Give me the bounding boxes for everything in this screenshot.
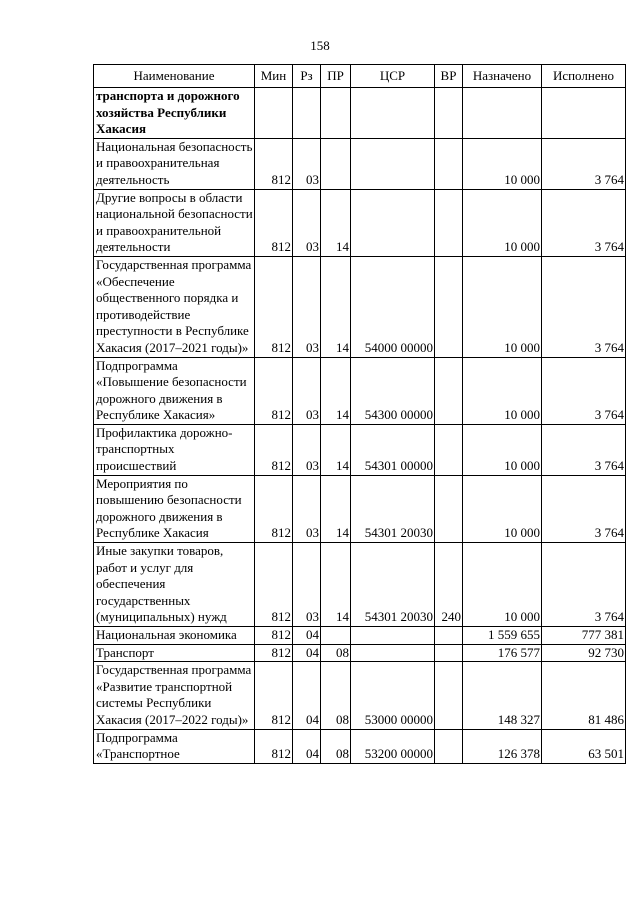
cell-pr: 14 [321,543,351,627]
cell-vr [435,627,463,645]
cell-pr: 08 [321,662,351,729]
cell-csr: 54301 20030 [351,475,435,542]
cell-rz: 04 [293,627,321,645]
cell-assigned: 10 000 [463,256,542,357]
cell-executed: 3 764 [542,475,626,542]
table-row [94,475,626,542]
cell-executed: 777 381 [542,627,626,645]
cell-vr [435,644,463,662]
cell-pr [321,138,351,189]
header-csr: ЦСР [351,65,435,88]
cell-min: 812 [255,138,293,189]
cell-assigned: 1 559 655 [463,627,542,645]
table-body [94,88,626,764]
cell-pr: 14 [321,357,351,424]
cell-executed: 63 501 [542,729,626,763]
cell-vr [435,256,463,357]
cell-vr [435,88,463,139]
cell-csr: 54300 00000 [351,357,435,424]
table-row [94,662,626,729]
cell-rz: 03 [293,424,321,475]
cell-csr: 54000 00000 [351,256,435,357]
cell-vr: 240 [435,543,463,627]
cell-pr: 14 [321,475,351,542]
page-number: 158 [310,38,330,53]
cell-executed: 92 730 [542,644,626,662]
cell-assigned: 10 000 [463,475,542,542]
cell-assigned: 176 577 [463,644,542,662]
cell-assigned [463,88,542,139]
cell-assigned: 10 000 [463,543,542,627]
table-row [94,256,626,357]
table-row [94,424,626,475]
cell-name: Профилактика дорожно-транспортных происшествий [94,424,255,475]
cell-min: 812 [255,662,293,729]
cell-assigned: 10 000 [463,189,542,256]
table-header-row [94,65,626,88]
table-row [94,357,626,424]
cell-pr [321,88,351,139]
cell-min: 812 [255,189,293,256]
cell-vr [435,729,463,763]
cell-vr [435,662,463,729]
cell-csr: 54301 00000 [351,424,435,475]
cell-name: Национальная безопасность и правоохранительная деятельность [94,138,255,189]
cell-csr [351,138,435,189]
cell-rz: 03 [293,189,321,256]
table-row [94,729,626,763]
cell-rz: 03 [293,256,321,357]
cell-executed: 3 764 [542,543,626,627]
table-row [94,88,626,139]
cell-pr: 08 [321,729,351,763]
table-row [94,189,626,256]
header-assigned: Назначено [463,65,542,88]
cell-assigned: 10 000 [463,424,542,475]
cell-executed: 3 764 [542,357,626,424]
cell-csr: 53200 00000 [351,729,435,763]
budget-table [93,64,626,764]
cell-min [255,88,293,139]
cell-rz: 03 [293,543,321,627]
cell-rz: 03 [293,475,321,542]
cell-name: Подпрограмма «Повышение безопасности дорожного движения в Республике Хакасия» [94,357,255,424]
cell-name: Иные закупки товаров, работ и услуг для обеспечения государственных (муниципальных) нужд [94,543,255,627]
header-executed: Исполнено [542,65,626,88]
header-pr: ПР [321,65,351,88]
cell-rz: 03 [293,357,321,424]
cell-min: 812 [255,644,293,662]
cell-vr [435,189,463,256]
cell-name: Другие вопросы в области национальной безопасности и правоохранительной деятельности [94,189,255,256]
cell-executed: 81 486 [542,662,626,729]
cell-name: Транспорт [94,644,255,662]
cell-csr [351,644,435,662]
cell-csr [351,88,435,139]
cell-assigned: 10 000 [463,138,542,189]
cell-executed: 3 764 [542,424,626,475]
cell-rz [293,88,321,139]
cell-assigned: 10 000 [463,357,542,424]
cell-min: 812 [255,627,293,645]
cell-name: Государственная программа «Развитие транспортной системы Республики Хакасия (2017–2022 годы)» [94,662,255,729]
cell-name: транспорта и дорожного хозяйства Республики Хакасия [94,88,255,139]
cell-executed: 3 764 [542,189,626,256]
cell-min: 812 [255,424,293,475]
table-row [94,543,626,627]
cell-min: 812 [255,729,293,763]
cell-vr [435,475,463,542]
cell-rz: 04 [293,662,321,729]
header-name: Наименование [94,65,255,88]
header-rz: Рз [293,65,321,88]
cell-pr [321,627,351,645]
cell-min: 812 [255,256,293,357]
cell-min: 812 [255,543,293,627]
cell-csr: 54301 20030 [351,543,435,627]
cell-assigned: 148 327 [463,662,542,729]
table-row [94,644,626,662]
cell-name: Мероприятия по повышению безопасности дорожного движения в Республике Хакасия [94,475,255,542]
cell-executed [542,88,626,139]
cell-pr: 14 [321,189,351,256]
cell-csr [351,189,435,256]
cell-csr [351,627,435,645]
cell-name: Подпрограмма «Транспортное [94,729,255,763]
header-vr: ВР [435,65,463,88]
cell-vr [435,357,463,424]
cell-executed: 3 764 [542,256,626,357]
cell-vr [435,424,463,475]
cell-min: 812 [255,357,293,424]
cell-rz: 04 [293,644,321,662]
header-min: Мин [255,65,293,88]
cell-csr: 53000 00000 [351,662,435,729]
cell-pr: 08 [321,644,351,662]
table-row [94,627,626,645]
cell-executed: 3 764 [542,138,626,189]
cell-pr: 14 [321,256,351,357]
cell-rz: 03 [293,138,321,189]
cell-vr [435,138,463,189]
cell-name: Национальная экономика [94,627,255,645]
cell-pr: 14 [321,424,351,475]
cell-rz: 04 [293,729,321,763]
cell-min: 812 [255,475,293,542]
table-row [94,138,626,189]
cell-name: Государственная программа «Обеспечение общественного порядка и противодействие преступности в Республике Хакасия (2017–2021 годы)» [94,256,255,357]
cell-assigned: 126 378 [463,729,542,763]
